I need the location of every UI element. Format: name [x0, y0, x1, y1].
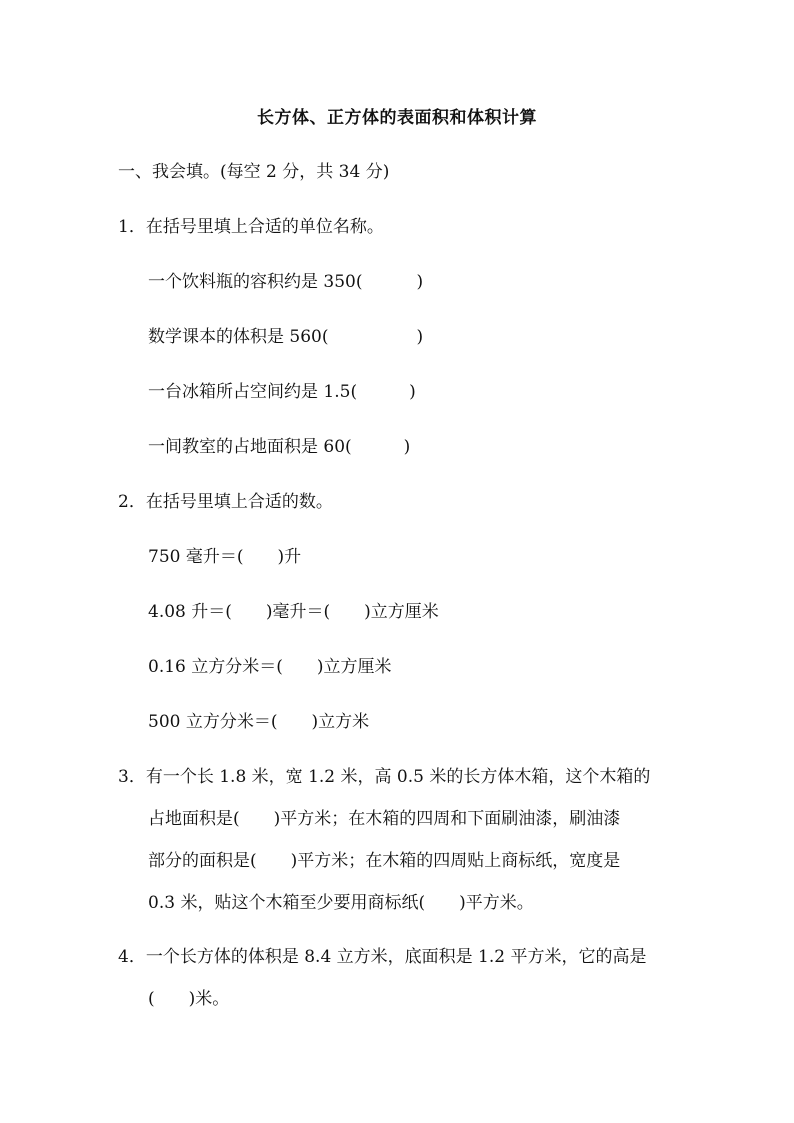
question-3-line: 0.3 米，贴这个木箱至少要用商标纸( )平方米。: [148, 893, 534, 913]
question-3-line: 占地面积是( )平方米；在木箱的四周和下面刷油漆，刷油漆: [148, 809, 621, 829]
question-1-item: [148, 270, 423, 294]
question-1-item-text: 一个饮料瓶的容积约是 350(: [148, 272, 363, 292]
question-4-line: 4．一个长方体的体积是 8.4 立方米，底面积是 1.2 平方米，它的高是: [118, 947, 647, 967]
question-1-item: [148, 435, 410, 459]
question-1-item-close: ): [409, 382, 416, 402]
question-1-item-text: 一间教室的占地面积是 60(: [148, 437, 352, 457]
question-1-item-close: ): [416, 272, 424, 292]
question-1-stem: 1．在括号里填上合适的单位名称。: [118, 217, 384, 237]
question-2-item: 500 立方分米＝( )立方米: [148, 712, 370, 732]
question-1-item-text: 数学课本的体积是 560(: [148, 327, 329, 347]
question-1-item-text: 一台冰箱所占空间约是 1.5(: [148, 382, 358, 402]
page-title: 长方体、正方体的表面积和体积计算: [257, 108, 537, 128]
question-3-line: 部分的面积是( )平方米；在木箱的四周贴上商标纸，宽度是: [148, 851, 621, 871]
question-2-item: 0.16 立方分米＝( )立方厘米: [148, 657, 392, 677]
question-3-line: 3．有一个长 1.8 米，宽 1.2 米，高 0.5 米的长方体木箱，这个木箱的: [118, 767, 651, 787]
question-2-item: 750 毫升＝( )升: [148, 547, 302, 567]
section-heading: 一、我会填。(每空 2 分，共 34 分): [118, 162, 390, 182]
question-2-stem: 2．在括号里填上合适的数。: [118, 492, 333, 512]
question-1-item-close: ): [416, 327, 424, 347]
question-1-item: [148, 380, 416, 404]
question-1-item: [148, 325, 423, 349]
question-4-line: ( )米。: [148, 989, 230, 1009]
question-2-item: 4.08 升＝( )毫升＝( )立方厘米: [148, 602, 439, 622]
question-1-item-close: ): [403, 437, 411, 457]
